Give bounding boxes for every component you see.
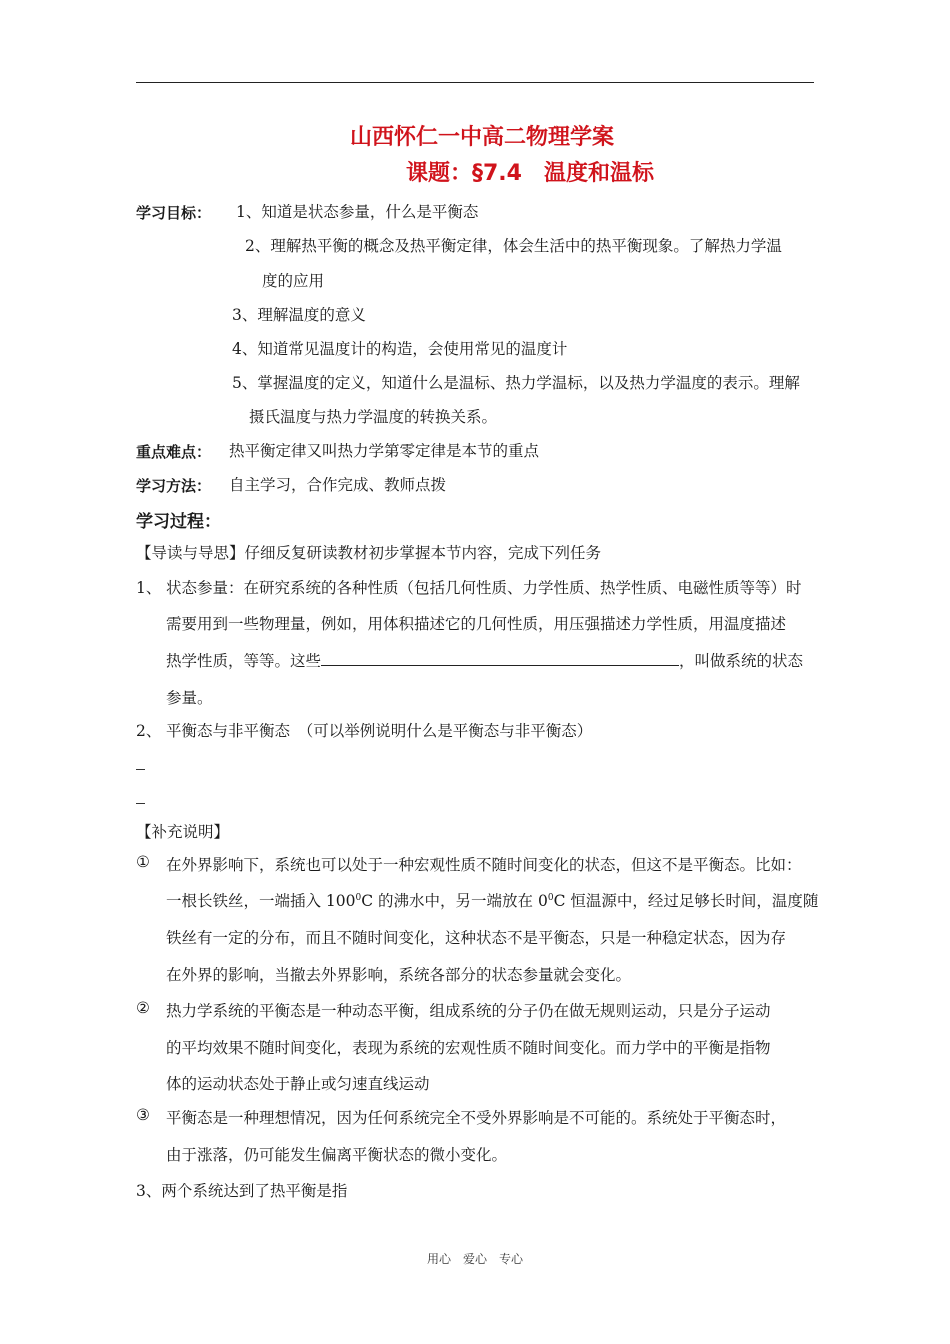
q1-line: 参量。: [166, 689, 213, 707]
method-text: 自主学习，合作完成、教师点拨: [229, 476, 447, 494]
note-line: 热力学系统的平衡态是一种动态平衡，组成系统的分子仍在做无规则运动，只是分子运动: [166, 1002, 771, 1020]
key-points-text: 热平衡定律又叫热力学第零定律是本节的重点: [229, 442, 540, 460]
q1-line-pre: 热学性质，等等。这些: [166, 652, 322, 670]
guide-text: 【导读与导思】仔细反复研读教材初步掌握本节内容，完成下列任务: [136, 544, 602, 562]
q1-line: 状态参量：在研究系统的各种性质（包括几何性质、力学性质、热学性质、电磁性质等等）时: [166, 579, 802, 597]
note-marker: ①: [136, 853, 150, 871]
objective-item: 摄氏温度与热力学温度的转换关系。: [249, 408, 498, 426]
q2-text: 平衡态与非平衡态 （可以举例说明什么是平衡态与非平衡态）: [166, 722, 593, 740]
note-marker: ③: [136, 1106, 150, 1124]
page-footer: 用心 爱心 专心: [426, 1252, 523, 1266]
note-text: 一根长铁丝，一端插入 100: [166, 892, 356, 910]
q1-line: [166, 649, 803, 671]
fill-blank[interactable]: [321, 651, 679, 666]
q3-text: 3、两个系统达到了热平衡是指: [136, 1182, 348, 1200]
note-line: 由于涨落，仍可能发生偏离平衡状态的微小变化。: [166, 1146, 508, 1164]
objective-item: 度的应用: [262, 272, 325, 290]
key-points-label: 重点难点：: [136, 443, 212, 461]
method-label: 学习方法：: [136, 477, 212, 495]
objectives-label: 学习目标：: [136, 204, 212, 222]
header-rule: [136, 82, 814, 83]
objective-item: 1、知道是状态参量，什么是平衡态: [236, 203, 479, 221]
objective-item: 3、理解温度的意义: [232, 306, 366, 324]
note-marker: ②: [136, 999, 150, 1017]
answer-line: [136, 769, 145, 770]
answer-line: [136, 803, 145, 804]
process-heading: 学习过程：: [136, 512, 221, 532]
objective-item: 4、知道常见温度计的构造，会使用常见的温度计: [232, 340, 568, 358]
note-line: 平衡态是一种理想情况，因为任何系统完全不受外界影响是不可能的。系统处于平衡态时，: [166, 1109, 787, 1127]
note-line: 铁丝有一定的分布，而且不随时间变化，这种状态不是平衡态，只是一种稳定状态，因为存: [166, 929, 787, 947]
document-title: 山西怀仁一中高二物理学案: [349, 125, 614, 150]
degree-superscript: 0: [355, 892, 362, 903]
lesson-subtitle: 课题：§7.4 温度和温标: [406, 161, 654, 186]
note-line: 的平均效果不随时间变化，表现为系统的宏观性质不随时间变化。而力学中的平衡是指物: [166, 1039, 771, 1057]
q1-line-post: ，叫做系统的状态: [679, 652, 804, 670]
q1-line: 需要用到一些物理量，例如，用体积描述它的几何性质，用压强描述力学性质，用温度描述: [166, 615, 787, 633]
objective-item: 5、掌握温度的定义，知道什么是温标、热力学温标，以及热力学温度的表示。理解: [232, 374, 800, 392]
q2-number: 2、: [136, 722, 162, 740]
note-text: C 的沸水中，另一端放在 0: [361, 892, 548, 910]
note-line: 在外界的影响，当撤去外界影响，系统各部分的状态参量就会变化。: [166, 966, 632, 984]
objective-item: 2、理解热平衡的概念及热平衡定律，体会生活中的热平衡现象。了解热力学温: [245, 237, 782, 255]
note-line: 体的运动状态处于静止或匀速直线运动: [166, 1075, 430, 1093]
note-line: [166, 889, 818, 911]
note-text: C 恒温源中，经过足够长时间，温度随: [553, 892, 819, 910]
note-line: 在外界影响下，系统也可以处于一种宏观性质不随时间变化的状态，但这不是平衡态。比如：: [166, 856, 802, 874]
q1-number: 1、: [136, 579, 162, 597]
degree-superscript: 0: [547, 892, 554, 903]
supplement-label: 【补充说明】: [136, 823, 230, 841]
